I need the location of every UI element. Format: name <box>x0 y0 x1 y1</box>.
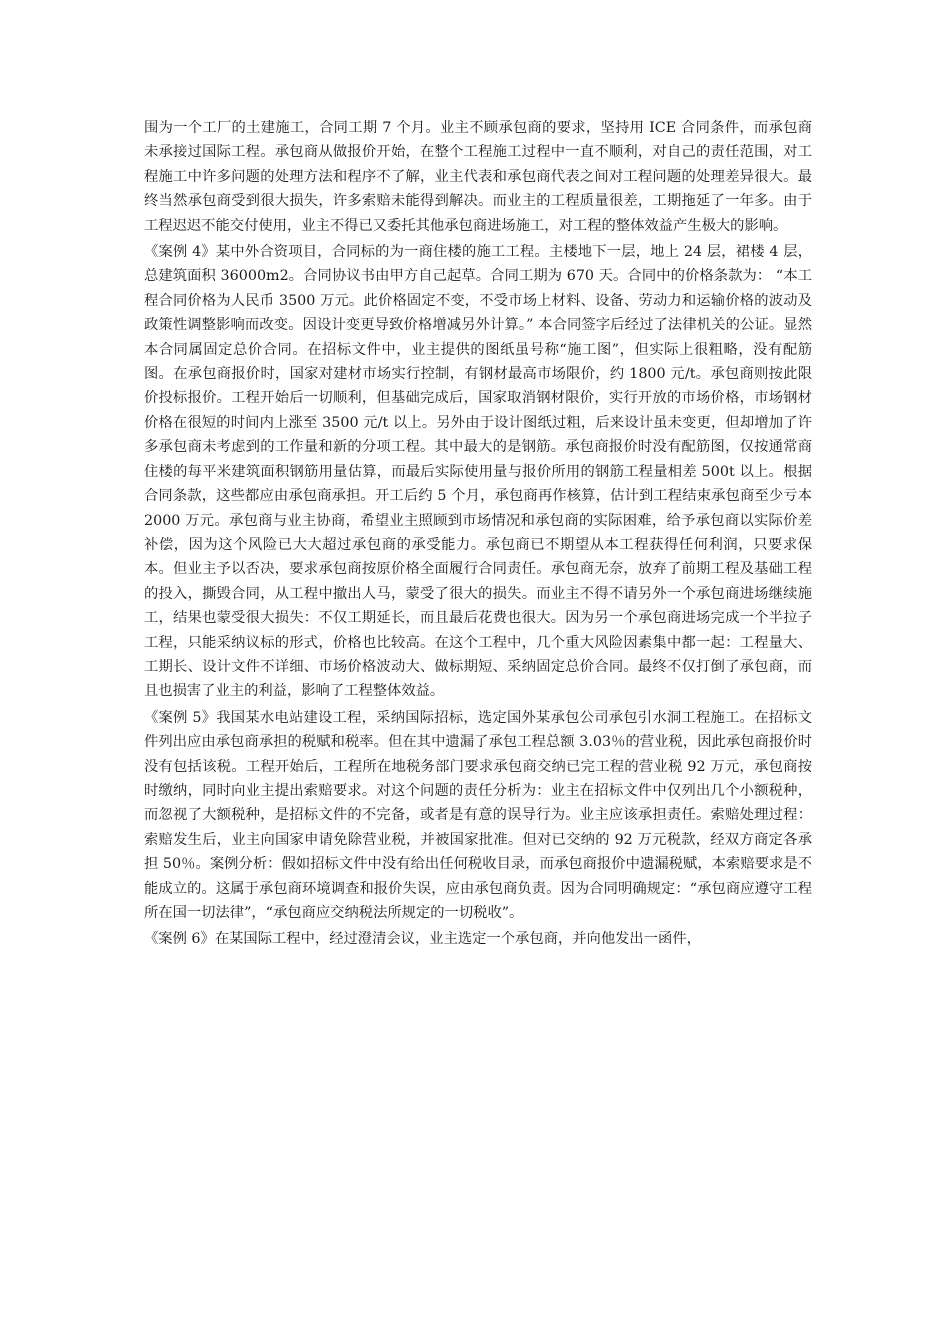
paragraph-case-6: 《案例 6》在某国际工程中，经过澄清会议，业主选定一个承包商，并向他发出一函件， <box>144 931 701 948</box>
paragraph-case-5: 《案例 5》我国某水电站建设工程，采纳国际招标，选定国外某承包公司承包引水洞工程施工。在招标文件列出应由承包商承担的税赋和税率。但在其中遗漏了承包工程总额 3.03％的营业税，因此承包商报价时没有包括该税。工程开始后，工程所在地税务部门要求承包商交纳已完工程的营业税 92 万元，承包商按时缴纳，同时向业主提出索赔要求。对这个问题的责任分析为：业主在招标文件中仅列出几个小额税种，而忽视了大额税种，是招标文件的不完备，或者是有意的误导行为。业主应该承担责任。索赔处理过程：索赔发生后，业主向国家申请免除营业税，并被国家批准。但对已交纳的 92 万元税款，经双方商定各承担 50％。案例分析：假如招标文件中没有给出任何税收目录，而承包商报价中遗漏税赋，本索赔要求是不能成立的。这属于承包商环境调查和报价失误，应由承包商负责。因为合同明确规定：“承包商应遵守工程所在国一切法律”，“承包商应交纳税法所规定的一切税收”。 <box>144 709 812 921</box>
paragraph-project-delay: 围为一个工厂的土建施工，合同工期 7 个月。业主不顾承包商的要求，坚持用 ICE 合同条件，而承包商未承接过国际工程。承包商从做报价开始，在整个工程施工过程中一直不顺利，对自己的责任范围，对工程施工中许多问题的处理方法和程序不了解，业主代表和承包商代表之间对工程问题的处理差异很大。最终当然承包商受到很大损失，许多索赔未能得到解决。而业主的工程质量很差，工期拖延了一年多。由于工程迟迟不能交付使用，业主不得已又委托其他承包商进场施工，对工程的整体效益产生极大的影响。 <box>144 120 812 234</box>
paragraph-case-4: 《案例 4》某中外合资项目，合同标的为一商住楼的施工工程。主楼地下一层，地上 24 层，裙楼 4 层，总建筑面积 36000m2。合同协议书由甲方自己起草。合同工期为 670 天。合同中的价格条款为： “本工程合同价格为人民币 3500 万元。此价格固定不变，不受市场上材料、设备、劳动力和运输价格的波动及政策性调整影响而改变。因设计变更导致价格增减另外计算。” 本合同签字后经过了法律机关的公证。显然本合同属固定总价合同。在招标文件中，业主提供的图纸虽号称“施工图”，但实际上很粗略，没有配筋图。在承包商报价时，国家对建材市场实行控制，有钢材最高市场限价，约 1800 元/t。承包商则按此限价投标报价。工程开始后一切顺利，但基础完成后，国家取消钢材限价，实行开放的市场价格，市场钢材价格在很短的时间内上涨至 3500 元/t 以上。另外由于设计图纸过粗，后来设计虽未变更，但却增加了许多承包商未考虑到的工作量和新的分项工程。其中最大的是钢筋。承包商报价时没有配筋图，仅按通常商住楼的每平米建筑面积钢筋用量估算，而最后实际使用量与报价所用的钢筋工程量相差 500t 以上。根据合同条款，这些都应由承包商承担。开工后约 5 个月，承包商再作核算，估计到工程结束承包商至少亏本 2000 万元。承包商与业主协商，希望业主照顾到市场情况和承包商的实际困难，给予承包商以实际价差补偿，因为这个风险已大大超过承包商的承受能力。承包商已不期望从本工程获得任何利润，只要求保本。但业主予以否决，要求承包商按原价格全面履行合同责任。承包商无奈，放弃了前期工程及基础工程的投入，撕毁合同，从工程中撤出人马，蒙受了很大的损失。而业主不得不请另外一个承包商进场继续施工，结果也蒙受很大损失：不仅工期延长，而且最后花费也很大。因为另一个承包商进场完成一个半拉子工程，只能采纳议标的形式，价格也比较高。在这个工程中，几个重大风险因素集中都一起：工程量大、工期长、设计文件不详细、市场价格波动大、做标期短、采纳固定总价合同。最终不仅打倒了承包商，而且也损害了业主的利益，影响了工程整体效益。 <box>144 244 812 700</box>
document-body <box>144 116 812 954</box>
